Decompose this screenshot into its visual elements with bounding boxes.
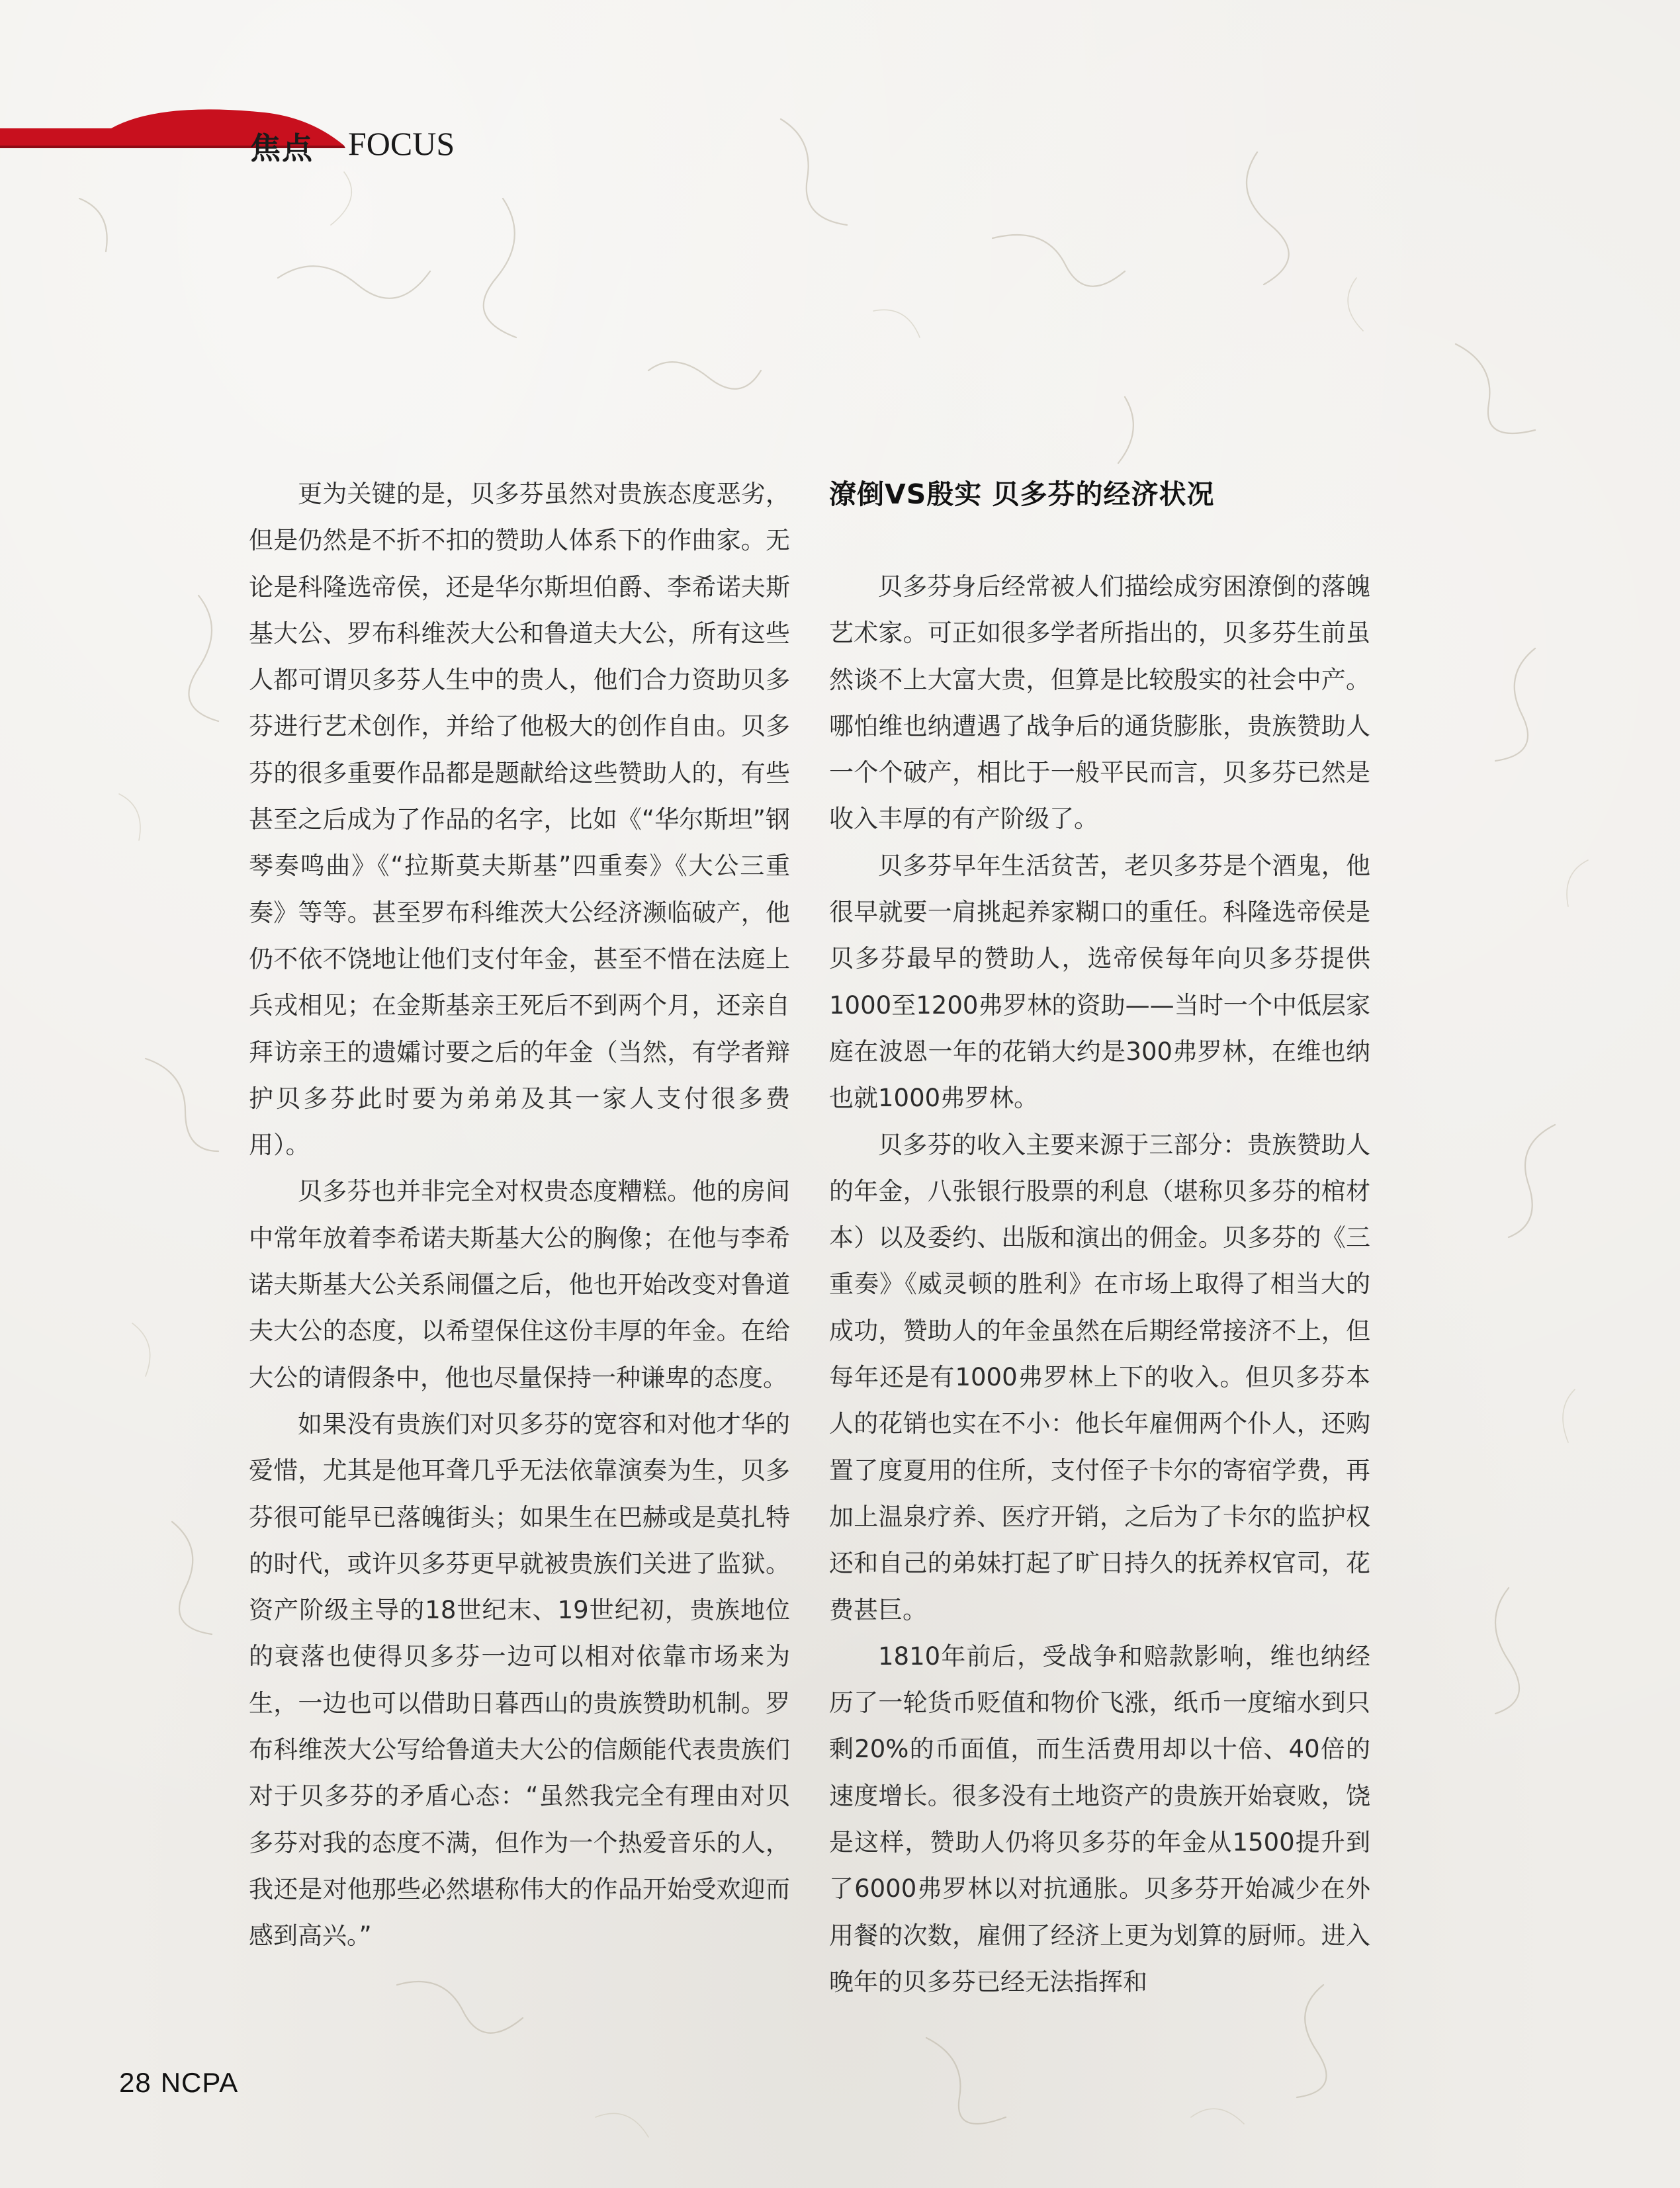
paragraph: 贝多芬早年生活贫苦，老贝多芬是个酒鬼，他很早就要一肩挑起养家糊口的重任。科隆选帝侯是贝多芬最早的赞助人，选帝侯每年向贝多芬提供1000至1200弗罗林的资助——当时一个中低层家庭在波恩一年的花销大约是300弗罗林，在维也纳也就1000弗罗林。 [829,851,1370,1113]
publication-name: NCPA [160,2067,239,2098]
paragraph: 贝多芬身后经常被人们描绘成穷困潦倒的落魄艺术家。可正如很多学者所指出的，贝多芬生前虽然谈不上大富大贵，但算是比较殷实的社会中产。哪怕维也纳遭遇了战争后的通货膨胀，贵族赞助人一个个破产，相比于一般平民而言，贝多芬已然是收入丰厚的有产阶级了。 [829,572,1370,834]
paragraph: 更为关键的是，贝多芬虽然对贵族态度恶劣，但是仍然是不折不扣的赞助人体系下的作曲家。无论是科隆选帝侯，还是华尔斯坦伯爵、李希诺夫斯基大公、罗布科维茨大公和鲁道夫大公，所有这些人都可谓贝多芬人生中的贵人，他们合力资助贝多芬进行艺术创作，并给了他极大的创作自由。贝多芬的很多重要作品都是题献给这些赞助人的，有些甚至之后成为了作品的名字，比如《“华尔斯坦”钢琴奏鸣曲》《“拉斯莫夫斯基”四重奏》《大公三重奏》等等。甚至罗布科维茨大公经济濒临破产，他仍不依不饶地让他们支付年金，甚至不惜在法庭上兵戎相见；在金斯基亲王死后不到两个月，还亲自拜访亲王的遗孀讨要之后的年金（当然，有学者辩护贝多芬此时要为弟弟及其一家人支付很多费用）。 [249,480,790,1160]
paragraph: 贝多芬也并非完全对权贵态度糟糕。他的房间中常年放着李希诺夫斯基大公的胸像；在他与李希诺夫斯基大公关系闹僵之后，他也开始改变对鲁道夫大公的态度，以希望保住这份丰厚的年金。在给大公的请假条中，他也尽量保持一种谦卑的态度。 [249,1177,790,1392]
section-label-cn: 焦点 [250,130,314,166]
page-number: 28 [119,2067,152,2098]
paragraph: 如果没有贵族们对贝多芬的宽容和对他才华的爱惜，尤其是他耳聋几乎无法依靠演奏为生，贝多芬很可能早已落魄街头；如果生在巴赫或是莫扎特的时代，或许贝多芬更早就被贵族们关进了监狱。资产阶级主导的18世纪末、19世纪初，贵族地位的衰落也使得贝多芬一边可以相对依靠市场来为生，一边也可以借助日暮西山的贵族赞助机制。罗布科维茨大公写给鲁道夫大公的信颇能代表贵族们对于贝多芬的矛盾心态：“虽然我完全有理由对贝多芬对我的态度不满，但作为一个热爱音乐的人，我还是对他那些必然堪称伟大的作品开始受欢迎而感到高兴。” [249,1409,790,1950]
article-right-column [829,471,1370,2005]
section-label-en: FOCUS [348,125,455,162]
page-footer [119,2067,247,2099]
paragraph: 贝多芬的收入主要来源于三部分：贵族赞助人的年金，八张银行股票的利息（堪称贝多芬的棺材本）以及委约、出版和演出的佣金。贝多芬的《三重奏》《威灵顿的胜利》在市场上取得了相当大的成功，赞助人的年金虽然在后期经常接济不上，但每年还是有1000弗罗林上下的收入。但贝多芬本人的花销也实在不小：他长年雇佣两个仆人，还购置了度夏用的住所，支付侄子卡尔的寄宿学费，再加上温泉疗养、医疗开销，之后为了卡尔的监护权还和自己的弟妹打起了旷日持久的抚养权官司，花费甚巨。 [829,1130,1370,1624]
article-left-column [249,471,790,1960]
section-heading: 潦倒VS殷实 贝多芬的经济状况 [829,478,1215,510]
paragraph: 1810年前后，受战争和赔款影响，维也纳经历了一轮货币贬值和物价飞涨，纸币一度缩水到只剩20%的币面值，而生活费用却以十倍、40倍的速度增长。很多没有土地资产的贵族开始衰败，饶是这样，赞助人仍将贝多芬的年金从1500提升到了6000弗罗林以对抗通胀。贝多芬开始减少在外用餐的次数，雇佣了经济上更为划算的厨师。进入晚年的贝多芬已经无法指挥和 [829,1641,1370,1996]
